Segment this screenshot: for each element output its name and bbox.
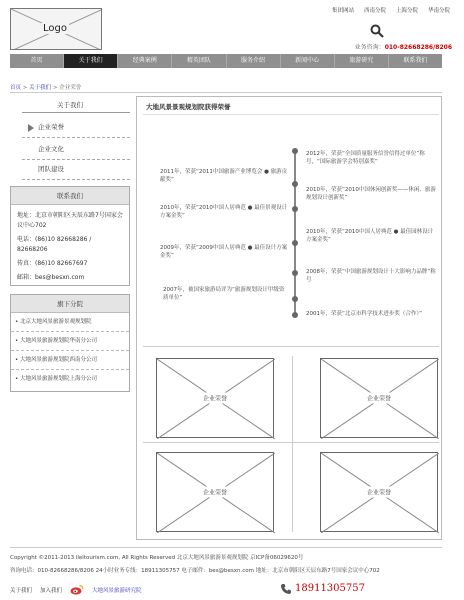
timeline-dot [292, 148, 298, 154]
nav-item-home[interactable]: 首页 [10, 54, 64, 68]
weibo-icon[interactable] [70, 584, 84, 595]
divider [292, 356, 293, 532]
divider [143, 442, 439, 443]
timeline-dot [292, 270, 298, 276]
timeline-dot [292, 312, 298, 318]
timeline-entry: 2010年，荣获“2010中国休闲创新奖——休闲、旅游规划设计创新奖” [306, 187, 436, 201]
timeline-entry: 2010年，荣获“2010中国人居典范 ● 最佳景观设计方案金奖” [160, 205, 288, 219]
sidebar-title: 关于我们 [57, 101, 83, 109]
branch-link[interactable]: • 大地风景旅游规划院上海分公司 [15, 376, 98, 382]
timeline-entry: 2009年，荣获“2009中国人居典范 ● 最佳设计方案金奖” [160, 245, 288, 259]
breadcrumb-separator: > [51, 85, 60, 91]
nav-item-news[interactable]: 新闻中心 [281, 54, 335, 68]
footer-links [10, 584, 142, 595]
breadcrumb [10, 83, 81, 91]
branch-link[interactable]: • 大地风景旅游规划院华南分公司 [11, 332, 129, 351]
honor-image-label: 企业荣誉 [364, 393, 394, 404]
footer-copyright: Copyright ©2011-2013 lleltourism.com, All Rights Reserved 北京大地风景旅游景观规划院 京ICP备06029620号 [10, 555, 304, 561]
top-link-south-china[interactable]: 华南分院 [427, 8, 450, 14]
arrow-right-icon [28, 124, 34, 132]
main-nav [10, 54, 442, 68]
timeline-dot [292, 206, 298, 212]
top-link-southwest[interactable]: 西南分院 [363, 8, 386, 14]
sidebar-item-label: 企业荣誉 [38, 123, 64, 131]
nav-item-contact[interactable]: 联系我们 [403, 57, 428, 64]
branch-link-label: 大地风景旅游规划院上海分公司 [20, 376, 98, 382]
contact-fax: 传真：(86)10 82667697 [17, 260, 88, 267]
branch-link[interactable]: • 大地风景旅游规划院西南分公司 [11, 351, 129, 370]
hotline-number: 010-82668286/8206 [384, 44, 452, 51]
contact-box [10, 186, 130, 286]
breadcrumb-current: 企业荣誉 [59, 85, 82, 91]
logo-text: Logo [43, 23, 67, 34]
nav-item-research[interactable]: 旅游研究 [335, 54, 389, 68]
honor-image-label: 企业荣誉 [200, 393, 230, 404]
breadcrumb-about[interactable]: 关于我们 [29, 85, 52, 91]
divider [22, 112, 130, 113]
footer-link-about[interactable]: 关于我们 [10, 587, 33, 594]
hotline [355, 42, 452, 51]
phone-icon [280, 583, 292, 597]
branch-link[interactable]: • 北京大地风景旅游景观规划院 [11, 313, 129, 332]
footer-link-weibo[interactable]: 大地风景旅游研究院 [92, 587, 142, 594]
sidebar-item-team-building[interactable] [22, 160, 130, 180]
top-link-shanghai[interactable]: 上海分院 [395, 8, 418, 14]
timeline-entry: 2008年，荣获“中国旅游规划设计十大影响力品牌”称号 [306, 269, 436, 283]
contact-box-title: 联系我们 [11, 187, 129, 205]
breadcrumb-separator: > [21, 85, 30, 91]
timeline-axis [294, 150, 296, 316]
branch-link-label: 大地风景旅游规划院西南分公司 [20, 357, 98, 363]
branch-link-label: 北京大地风景旅游景观规划院 [20, 319, 92, 325]
divider [10, 547, 442, 548]
contact-email: 邮箱：bes@besxn.com [17, 274, 85, 281]
branch-link-label: 大地风景旅游规划院华南分公司 [20, 338, 98, 344]
contact-address: 地址：北京市朝阳区天辰东路7号国家会议中心702 [17, 212, 123, 229]
nav-item-services[interactable]: 服务介绍 [227, 54, 281, 68]
sidebar-item-honor[interactable] [22, 118, 130, 138]
divider [143, 114, 439, 115]
timeline-entry: 2007年，被国家旅游局评为“旅游规划设计甲级资质单位” [163, 287, 285, 301]
honor-image[interactable] [156, 358, 274, 438]
top-link-group-site[interactable]: 集团网站 [331, 8, 354, 14]
logo[interactable] [10, 8, 102, 50]
honor-image-label: 企业荣誉 [364, 487, 394, 498]
search-icon[interactable] [370, 24, 384, 38]
timeline-entry: 2010年，荣获“2010中国人居典范 ● 最佳园林设计方案金奖” [306, 229, 434, 243]
divider [10, 92, 442, 93]
honor-image-label: 企业荣誉 [200, 487, 230, 498]
breadcrumb-home[interactable]: 首页 [10, 85, 22, 91]
honor-image[interactable] [156, 452, 274, 532]
hotline-big-number: 18911305757 [295, 583, 365, 594]
timeline-dot [292, 296, 298, 302]
timeline-entry: 2011年，荣获“2011中国旅游产业博览会 ● 旅游贡献奖” [160, 169, 288, 183]
footer-contact-line: 咨询电话：010-82668286/8206 24小时业务专线：18911305757 电子邮件：bes@besxn.com 地址：北京市朝阳区天辰东路7号国家会议中心702 [10, 568, 380, 574]
sidebar-item-label: 团队建设 [38, 165, 64, 173]
page-title: 大地风景景观规划院获得荣誉 [146, 103, 231, 111]
sidebar-item-label: 企业文化 [38, 145, 64, 153]
nav-item-cases[interactable]: 经典案例 [118, 54, 172, 68]
hotline-label: 业务咨询： [354, 44, 385, 51]
branches-box [10, 294, 130, 392]
honor-image[interactable] [320, 358, 438, 438]
branches-box-title: 旗下分院 [11, 295, 129, 313]
divider [143, 346, 439, 347]
timeline-dot [292, 240, 298, 246]
timeline-entry: 2012年，荣获“全国质量服务信誉信得过单位”称号，“国际旅游学会特别嘉奖” [306, 151, 425, 165]
nav-item-about[interactable]: 关于我们 [64, 54, 118, 68]
timeline-dot [292, 181, 298, 187]
honor-image[interactable] [320, 452, 438, 532]
nav-item-team[interactable]: 精英团队 [172, 54, 226, 68]
top-links [332, 6, 450, 14]
sidebar-item-culture[interactable] [22, 140, 130, 160]
footer-link-join[interactable]: 加入我们 [40, 587, 63, 594]
timeline-entry: 2001年，荣获“北京市科学技术进步奖（合作）” [306, 311, 422, 317]
contact-phone: 电话：(86)10 82668286 / 82668206 [17, 236, 92, 253]
